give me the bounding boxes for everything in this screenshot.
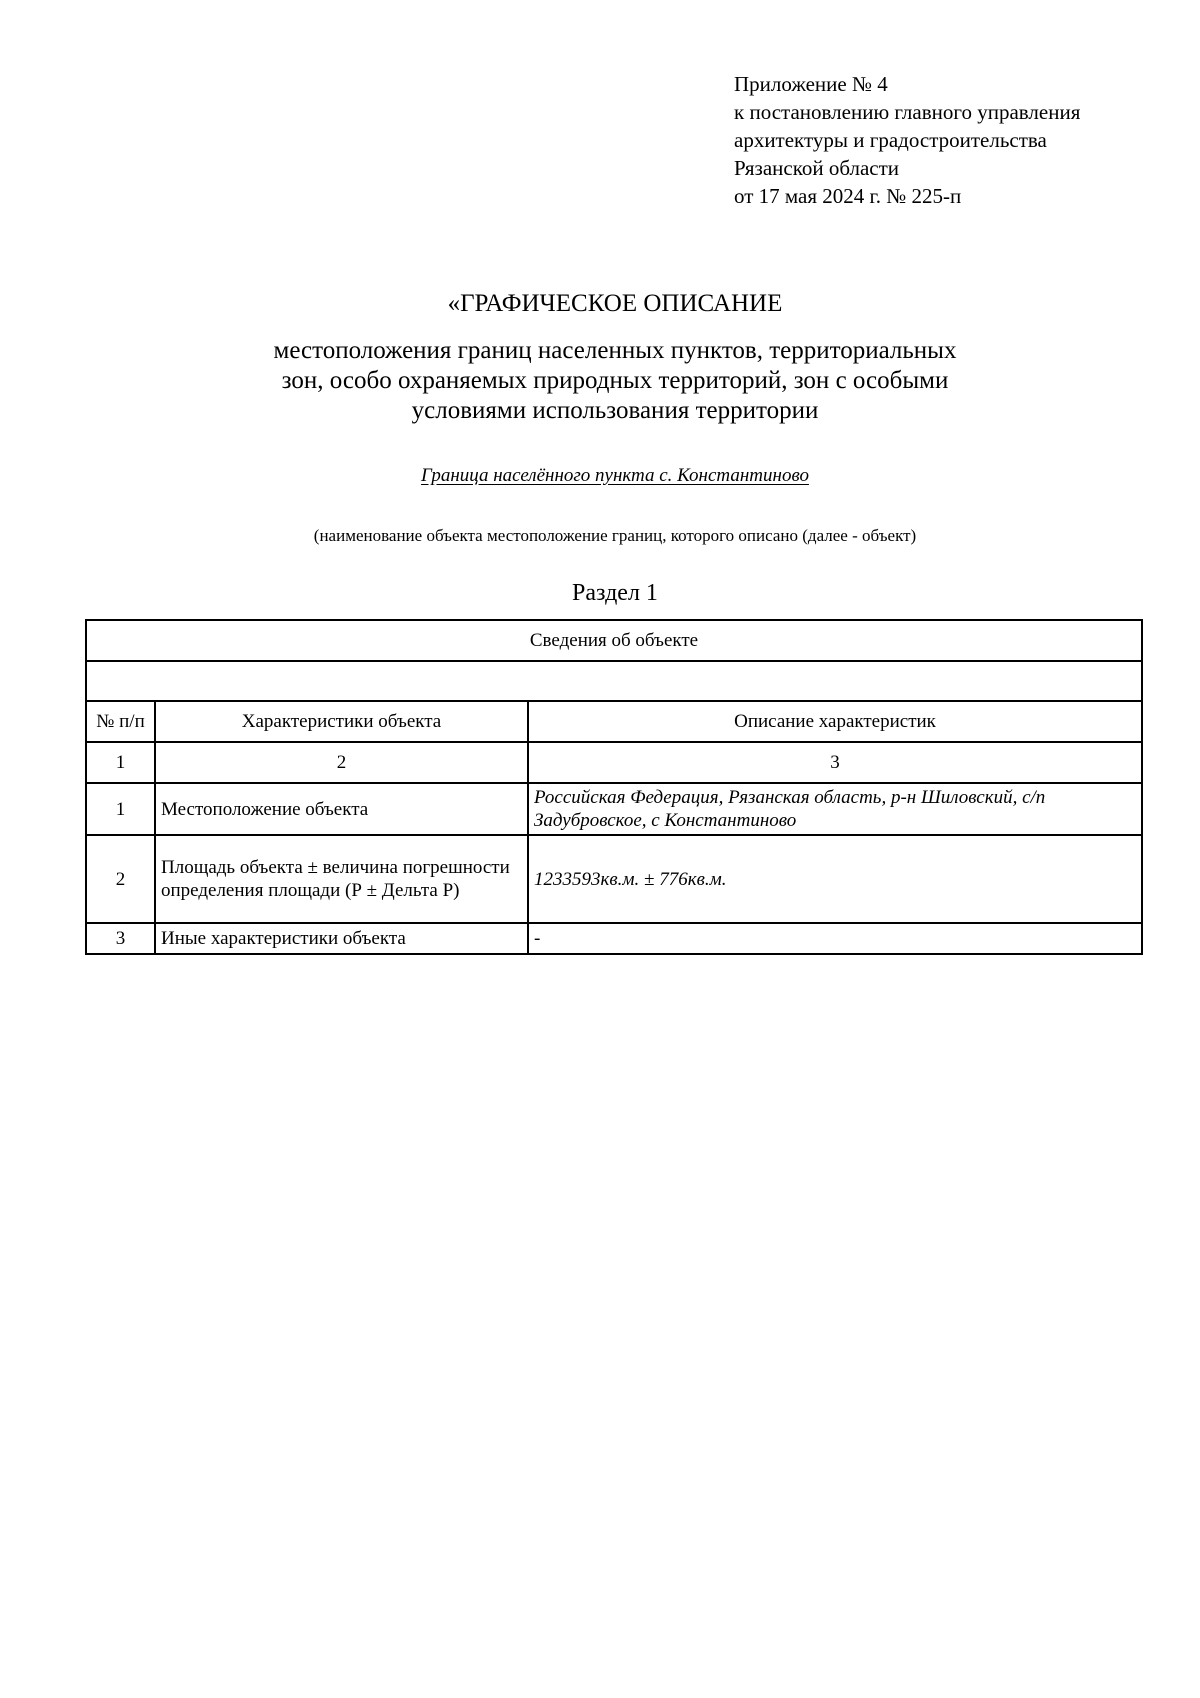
appendix-block bbox=[734, 70, 1080, 210]
subtitle-line: условиями использования территории bbox=[411, 397, 819, 424]
table-row bbox=[86, 923, 1142, 954]
column-number: 2 bbox=[155, 742, 528, 783]
subtitle-line: зон, особо охраняемых природных территорий, зон с особыми bbox=[281, 367, 949, 394]
table-header-row bbox=[86, 701, 1142, 742]
object-caption: (наименование объекта местоположение границ, которого описано (далее - объект) bbox=[313, 526, 917, 545]
table-row bbox=[86, 835, 1142, 923]
table-caption-row bbox=[86, 620, 1142, 661]
section-heading: Раздел 1 bbox=[572, 580, 658, 606]
header-characteristic: Характеристики объекта bbox=[155, 701, 528, 742]
row-description: 1233593кв.м. ± 776кв.м. bbox=[528, 835, 1142, 923]
column-number: 1 bbox=[86, 742, 155, 783]
subtitle-line: местоположения границ населенных пунктов, территориальных bbox=[273, 337, 957, 364]
table-row bbox=[86, 783, 1142, 835]
appendix-line: Приложение № 4 bbox=[734, 72, 888, 96]
row-description: Российская Федерация, Рязанская область, р-н Шиловский, с/п Задубровское, с Константиново bbox=[528, 783, 1142, 835]
table-empty-row bbox=[86, 661, 1142, 701]
table-caption: Сведения об объекте bbox=[86, 620, 1142, 661]
row-characteristic: Местоположение объекта bbox=[155, 783, 528, 835]
object-name-text: Граница населённого пункта с. Константиново bbox=[421, 465, 809, 486]
document-title: «ГРАФИЧЕСКОЕ ОПИСАНИЕ bbox=[447, 290, 783, 317]
appendix-line: от 17 мая 2024 г. № 225-п bbox=[734, 184, 962, 208]
appendix-line: Рязанской области bbox=[734, 156, 900, 180]
header-description: Описание характеристик bbox=[528, 701, 1142, 742]
appendix-line: архитектуры и градостроительства bbox=[734, 128, 1047, 152]
row-description: - bbox=[528, 923, 1142, 954]
object-name bbox=[0, 465, 1200, 487]
column-number: 3 bbox=[528, 742, 1142, 783]
row-characteristic: Площадь объекта ± величина погрешности определения площади (Р ± Дельта Р) bbox=[155, 835, 528, 923]
header-num: № п/п bbox=[86, 701, 155, 742]
appendix-line: к постановлению главного управления bbox=[734, 100, 1081, 124]
row-num: 1 bbox=[86, 783, 155, 835]
table-empty-cell bbox=[86, 661, 1142, 701]
row-characteristic: Иные характеристики объекта bbox=[155, 923, 528, 954]
row-num: 2 bbox=[86, 835, 155, 923]
table-column-number-row bbox=[86, 742, 1142, 783]
object-info-table bbox=[85, 619, 1143, 955]
document-subtitle bbox=[0, 336, 1200, 426]
row-num: 3 bbox=[86, 923, 155, 954]
